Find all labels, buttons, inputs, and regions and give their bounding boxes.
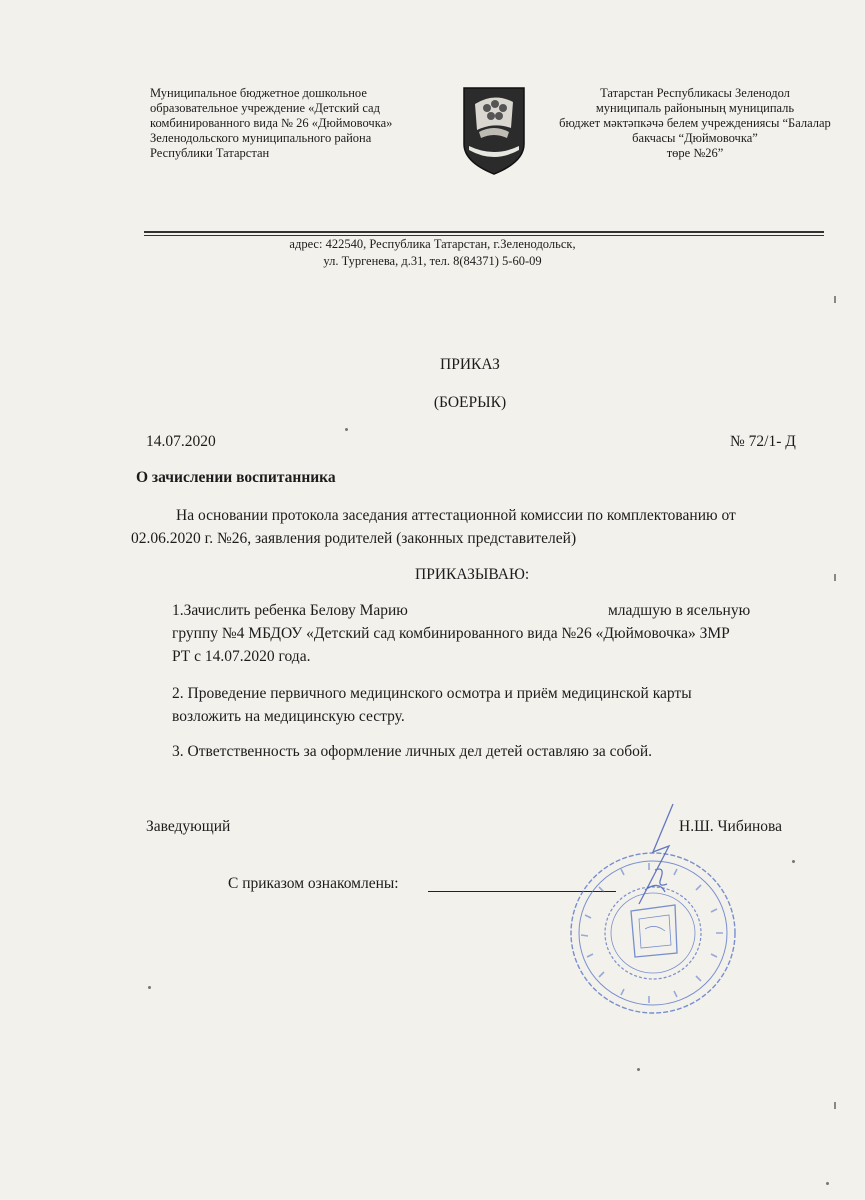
item1-part2: младшую в ясельную bbox=[608, 602, 751, 619]
document-number: № 72/1- Д bbox=[730, 433, 796, 450]
head-name: Н.Ш. Чибинова bbox=[679, 818, 783, 835]
document-subject: О зачислении воспитанника bbox=[136, 469, 336, 486]
header-right-block bbox=[535, 86, 855, 161]
scan-mark bbox=[834, 1102, 836, 1109]
scan-dot bbox=[826, 1182, 829, 1185]
header-right-line: бакчасы “Дюймовочка” bbox=[632, 131, 758, 145]
header-left-line: комбинированного вида № 26 «Дюймовочка» bbox=[150, 116, 393, 130]
header-left-block bbox=[150, 86, 392, 161]
coat-of-arms-icon bbox=[461, 86, 527, 176]
address-line: ул. Тургенева, д.31, тел. 8(84371) 5-60-09 bbox=[323, 254, 542, 268]
item3-line: 3. Ответственность за оформление личных дел детей оставляю за собой. bbox=[172, 743, 653, 760]
header-left-line: образовательное учреждение «Детский сад bbox=[150, 101, 380, 115]
item1-line: РТ с 14.07.2020 года. bbox=[172, 648, 311, 665]
header-left-line: Зеленодольского муниципального района bbox=[150, 131, 372, 145]
item2-line: 2. Проведение первичного медицинского осмотра и приём медицинской карты bbox=[172, 685, 692, 702]
item2-line: возложить на медицинскую сестру. bbox=[172, 708, 405, 725]
document-date: 14.07.2020 bbox=[146, 433, 216, 450]
header-right-line: бюджет мәктәпкәчә белем учреждениясы “Балалар bbox=[559, 116, 831, 130]
header-divider bbox=[144, 231, 824, 233]
signature-icon bbox=[595, 800, 725, 910]
basis-line: На основании протокола заседания аттестационной комиссии по комплектованию от bbox=[176, 507, 736, 524]
scan-dot bbox=[637, 1068, 640, 1071]
scan-mark bbox=[834, 296, 836, 303]
item1-part1: 1.Зачислить ребенка Белову Марию bbox=[172, 602, 408, 619]
item1-line: группу №4 МБДОУ «Детский сад комбинированного вида №26 «Дюймовочка» ЗМР bbox=[172, 625, 730, 642]
document-subtitle: (БОЕРЫК) bbox=[433, 394, 507, 411]
address-block bbox=[0, 236, 865, 270]
scan-dot bbox=[792, 860, 795, 863]
basis-line: 02.06.2020 г. №26, заявления родителей (законных представителей) bbox=[131, 530, 577, 547]
order-word: ПРИКАЗЫВАЮ: bbox=[415, 566, 530, 583]
scan-dot bbox=[345, 428, 348, 431]
header-right-line: Татарстан Республикасы Зеленодол bbox=[600, 86, 790, 100]
scan-dot bbox=[148, 986, 151, 989]
header-left-line: Муниципальное бюджетное дошкольное bbox=[150, 86, 367, 100]
document-title: ПРИКАЗ bbox=[440, 356, 500, 373]
header-right-line: муниципаль районының муниципаль bbox=[595, 101, 795, 115]
header-right-line: төре №26” bbox=[666, 146, 724, 160]
position-label: Заведующий bbox=[146, 818, 231, 835]
scan-mark bbox=[834, 574, 836, 581]
acquainted-label: С приказом ознакомлены: bbox=[228, 875, 399, 892]
header-left-line: Республики Татарстан bbox=[150, 146, 270, 160]
address-line: адрес: 422540, Республика Татарстан, г.Зеленодольск, bbox=[289, 237, 576, 251]
